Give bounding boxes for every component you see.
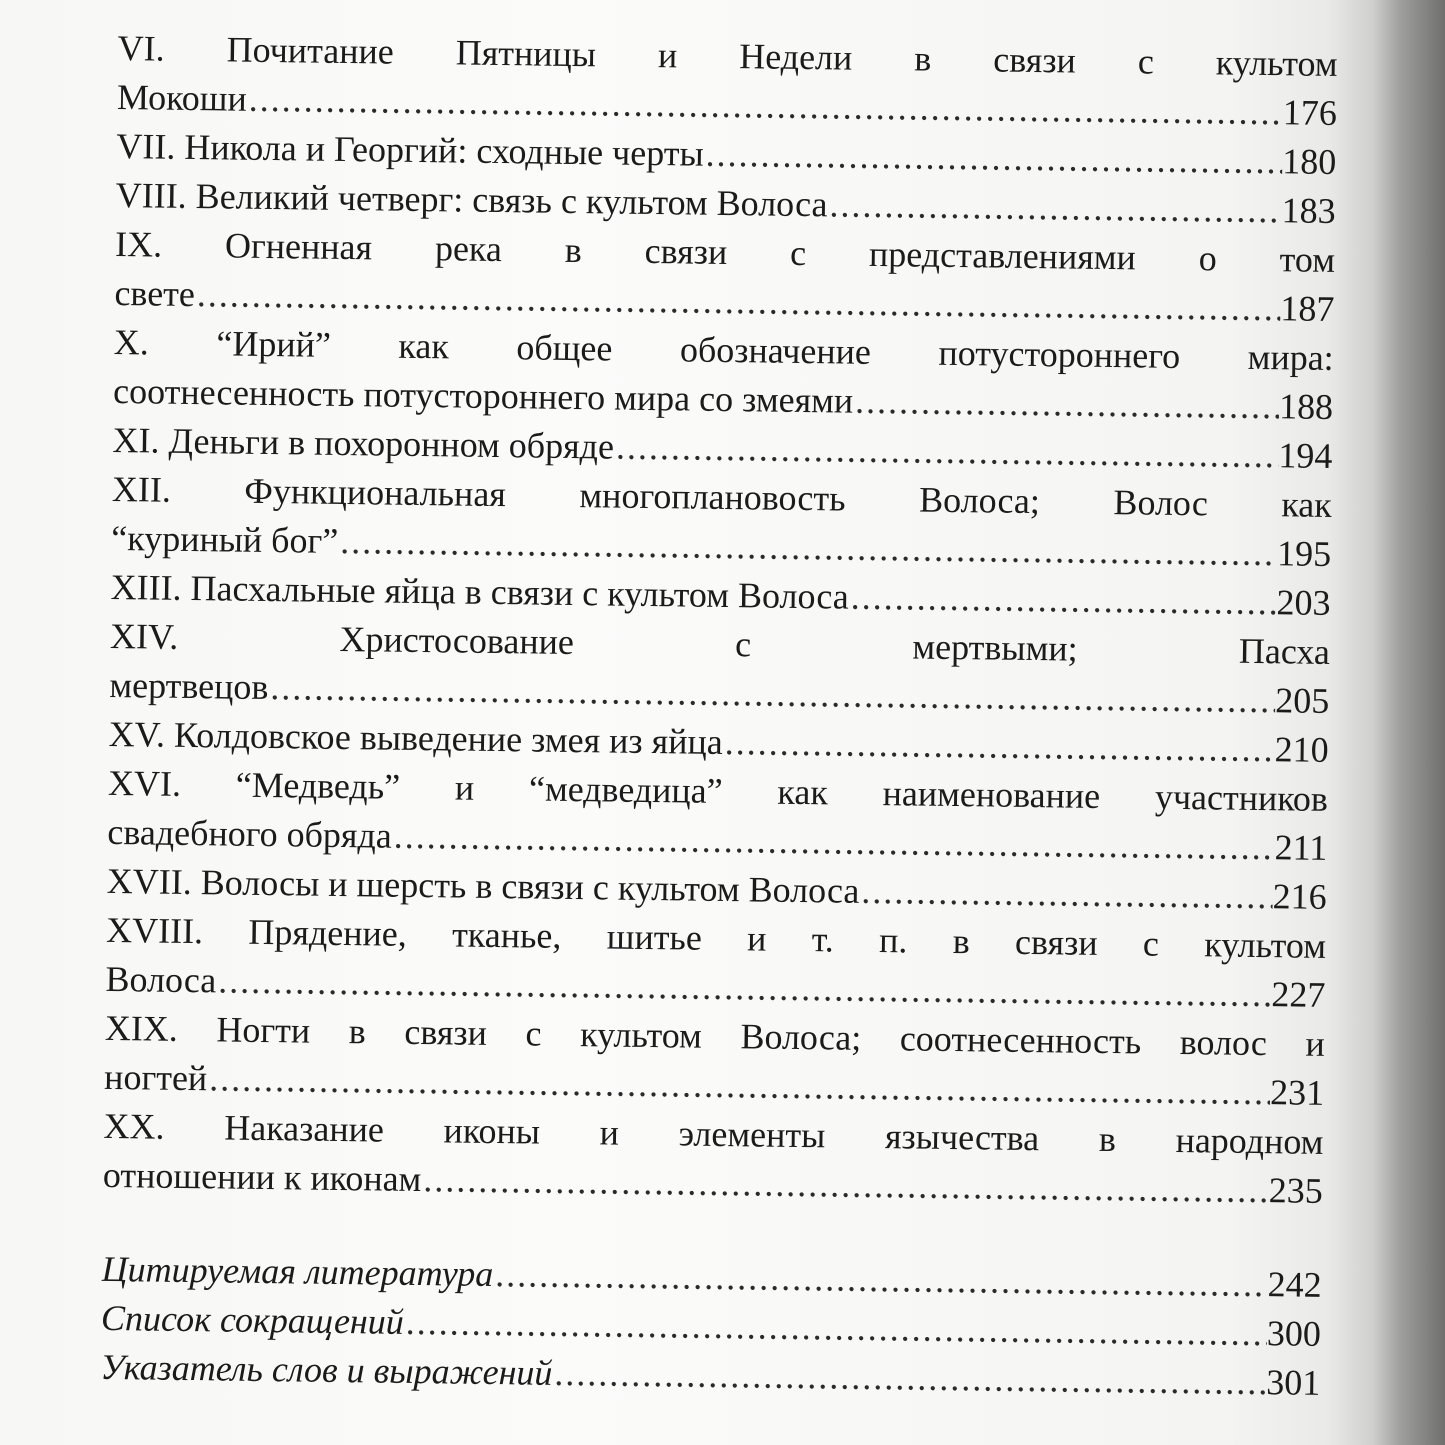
page-number: 231	[1269, 1072, 1325, 1113]
toc-entry-first-line: XVIII. Прядение, тканье, шитье и т. п. в связи с культом	[105, 909, 1327, 966]
toc-entry-first-line: XIX. Ногти в связи с культом Волоса; соотнесенность волос и	[104, 1007, 1326, 1064]
dot-leader	[614, 423, 1279, 481]
toc-entry-text: XVII. Волосы и шерсть в связи с культом Волоса	[106, 860, 860, 911]
toc-entry-text: VIII. Великий четверг: связь с культом Волоса	[115, 174, 828, 225]
toc-entry-xx[interactable]	[103, 1102, 1324, 1216]
toc-entry-text: мертвецов	[109, 664, 269, 708]
page-number: 227	[1271, 974, 1326, 1015]
toc-entry-text: свадебного обряда	[107, 811, 393, 856]
page-number: 203	[1276, 582, 1331, 623]
toc-entry-text: Список сокращений	[100, 1297, 405, 1342]
toc-entry-ix[interactable]	[114, 220, 1335, 334]
dot-leader	[859, 867, 1273, 921]
page-number: 211	[1274, 827, 1328, 868]
page-number: 194	[1278, 435, 1333, 476]
dot-leader	[722, 718, 1275, 774]
toc-entry-first-line: IX. Огненная река в связи с представлениями о том	[114, 223, 1336, 280]
page-number: 300	[1266, 1313, 1322, 1354]
toc-entry-text: свете	[114, 272, 196, 315]
toc-entry-x[interactable]	[113, 318, 1334, 432]
toc-entry-first-line: XIV. Христосование с мертвыми; Пасха	[109, 615, 1331, 672]
toc-entry-text: ногтей	[103, 1056, 208, 1099]
toc-entry-text: XIII. Пасхальные яйца в связи с культом Волоса	[110, 566, 850, 617]
toc-entry-xvi[interactable]	[107, 759, 1328, 873]
dot-leader	[552, 1349, 1267, 1407]
table-of-contents	[100, 24, 1338, 1408]
toc-entry-first-line: XVI. “Медведь” и “медведица” как наименование участников	[107, 762, 1329, 819]
toc-entry-text: отношении к иконам	[102, 1154, 422, 1200]
toc-entry-xviii[interactable]	[105, 906, 1326, 1020]
page-number: 205	[1274, 680, 1330, 721]
toc-entry-text: Указатель слов и выражений	[100, 1346, 553, 1393]
dot-leader	[848, 573, 1276, 628]
toc-entry-first-line: VI. Почитание Пятницы и Недели в связи с культом	[117, 27, 1338, 84]
toc-entry-text: VII. Никола и Георгий: сходные черты	[116, 125, 704, 174]
toc-entry-xii[interactable]	[111, 465, 1332, 579]
toc-entry-text: “куриный бог”	[111, 517, 339, 561]
dot-leader	[703, 130, 1282, 187]
toc-entry-text: соотнесенность потустороннего мира со змеями	[112, 370, 854, 421]
page-number: 301	[1266, 1362, 1321, 1403]
toc-entry-text: Цитируемая литература	[101, 1248, 494, 1295]
toc-entry-xiv[interactable]	[109, 612, 1330, 726]
page-number: 195	[1276, 533, 1332, 574]
toc-entry-text: XV. Колдовское выведение змея из яйца	[108, 713, 724, 762]
page-number: 180	[1282, 141, 1337, 182]
page-number: 183	[1281, 190, 1336, 231]
toc-entry-text: Волоса	[105, 958, 217, 1001]
page-number: 216	[1272, 876, 1327, 917]
toc-entry-text: Мокоши	[116, 76, 248, 119]
page-number: 235	[1268, 1170, 1324, 1211]
toc-entry-first-line: XII. Функциональная многоплановость Волоса; Волос как	[111, 468, 1333, 525]
page-number: 176	[1282, 92, 1338, 133]
toc-entry-first-line: X. “Ирий” как общее обозначение потустороннего мира:	[113, 321, 1334, 378]
toc-entry-text: XI. Деньги в похоронном обряде	[112, 419, 615, 467]
toc-entry-vi[interactable]	[117, 24, 1338, 138]
page-number: 210	[1274, 729, 1329, 770]
page-number: 188	[1278, 386, 1334, 427]
dot-leader	[853, 377, 1280, 432]
dot-leader	[827, 180, 1282, 235]
page-number: 242	[1267, 1264, 1322, 1305]
toc-entry-first-line: XX. Наказание иконы и элементы язычества в народном	[103, 1105, 1324, 1162]
toc-entry-xix[interactable]	[104, 1004, 1325, 1118]
page-number: 187	[1280, 288, 1335, 329]
